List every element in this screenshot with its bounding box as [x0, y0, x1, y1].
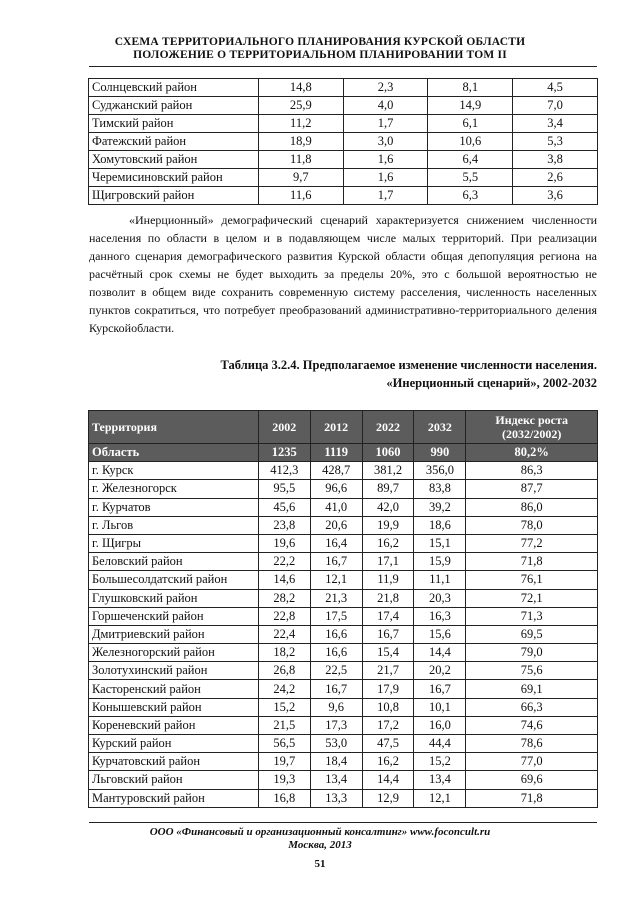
value-2022-cell: 19,9	[362, 516, 414, 534]
table-row	[89, 115, 598, 133]
territory-cell: Хомутовский район	[89, 151, 259, 169]
value-2032-cell: 39,2	[414, 498, 466, 516]
territory-cell: Курский район	[89, 735, 259, 753]
territory-cell: Горшеченский район	[89, 607, 259, 625]
value-2032-cell: 16,7	[414, 680, 466, 698]
territory-cell: г. Льгов	[89, 516, 259, 534]
value-2032-cell: 12,1	[414, 789, 466, 807]
total-label: Область	[89, 444, 259, 462]
page-number: 51	[314, 858, 326, 870]
header-subtitle: ПОЛОЖЕНИЕ О ТЕРРИТОРИАЛЬНОМ ПЛАНИРОВАНИИ ТОМ II	[133, 49, 507, 61]
value-2022-cell: 16,2	[362, 753, 414, 771]
territory-cell: Конышевский район	[89, 698, 259, 716]
table-row	[89, 133, 598, 151]
value-2002-cell: 28,2	[258, 589, 310, 607]
value-2002-cell: 19,7	[258, 753, 310, 771]
value-2002-cell: 19,3	[258, 771, 310, 789]
territory-cell: Льговский район	[89, 771, 259, 789]
growth-index-cell: 77,2	[466, 534, 598, 552]
value-2012-cell: 428,7	[310, 462, 362, 480]
value-cell: 4,0	[343, 97, 428, 115]
population-table-body	[89, 444, 598, 808]
territory-cell: Фатежский район	[89, 133, 259, 151]
value-2002-cell: 15,2	[258, 698, 310, 716]
value-cell: 5,5	[428, 169, 513, 187]
territory-cell: Железногорский район	[89, 644, 259, 662]
value-2002-cell: 26,8	[258, 662, 310, 680]
growth-index-cell: 72,1	[466, 589, 598, 607]
value-2022-cell: 10,8	[362, 698, 414, 716]
value-2032-cell: 15,9	[414, 553, 466, 571]
table-row	[89, 498, 598, 516]
value-2002-cell: 21,5	[258, 716, 310, 734]
continued-table	[88, 78, 598, 205]
growth-index-cell: 71,3	[466, 607, 598, 625]
footer-company: ООО «Финансовый и организационный консалтинг» www.foconcult.ru	[149, 826, 491, 838]
table-row	[89, 480, 598, 498]
territory-cell: г. Курск	[89, 462, 259, 480]
table-row	[89, 589, 598, 607]
value-2032-cell: 13,4	[414, 771, 466, 789]
territory-cell: Курчатовский район	[89, 753, 259, 771]
value-2022-cell: 14,4	[362, 771, 414, 789]
header-year-2032: 2032	[414, 411, 466, 444]
value-cell: 6,3	[428, 187, 513, 205]
value-cell: 11,8	[258, 151, 343, 169]
value-2002-cell: 18,2	[258, 644, 310, 662]
territory-cell: Касторенский район	[89, 680, 259, 698]
value-2022-cell: 17,4	[362, 607, 414, 625]
growth-index-cell: 69,5	[466, 625, 598, 643]
value-cell: 1,6	[343, 169, 428, 187]
table-row	[89, 644, 598, 662]
table-row	[89, 607, 598, 625]
territory-cell: г. Курчатов	[89, 498, 259, 516]
value-2022-cell: 47,5	[362, 735, 414, 753]
header-year-2022: 2022	[362, 411, 414, 444]
territory-cell: Кореневский район	[89, 716, 259, 734]
value-cell: 6,4	[428, 151, 513, 169]
territory-cell: Щигровский район	[89, 187, 259, 205]
value-cell: 3,0	[343, 133, 428, 151]
value-2012-cell: 13,3	[310, 789, 362, 807]
value-2012-cell: 16,4	[310, 534, 362, 552]
value-2022-cell: 21,7	[362, 662, 414, 680]
value-2022-cell: 42,0	[362, 498, 414, 516]
value-cell: 3,8	[513, 151, 598, 169]
territory-cell: Золотухинский район	[89, 662, 259, 680]
value-2022-cell: 381,2	[362, 462, 414, 480]
growth-index-cell: 86,3	[466, 462, 598, 480]
growth-index-cell: 71,8	[466, 553, 598, 571]
value-2002-cell: 22,2	[258, 553, 310, 571]
table-row	[89, 625, 598, 643]
table-row	[89, 662, 598, 680]
value-cell: 4,5	[513, 79, 598, 97]
value-cell: 6,1	[428, 115, 513, 133]
table-row	[89, 789, 598, 807]
table-row	[89, 516, 598, 534]
value-2022-cell: 16,2	[362, 534, 414, 552]
table-row	[89, 97, 598, 115]
table-row	[89, 753, 598, 771]
page-header	[0, 36, 640, 62]
value-2032-cell: 14,4	[414, 644, 466, 662]
value-2002-cell: 19,6	[258, 534, 310, 552]
value-2002-cell: 22,8	[258, 607, 310, 625]
value-2012-cell: 53,0	[310, 735, 362, 753]
value-2002-cell: 95,5	[258, 480, 310, 498]
growth-index-cell: 75,6	[466, 662, 598, 680]
table-row	[89, 716, 598, 734]
territory-cell: г. Железногорск	[89, 480, 259, 498]
value-cell: 14,8	[258, 79, 343, 97]
value-cell: 18,9	[258, 133, 343, 151]
value-cell: 11,2	[258, 115, 343, 133]
value-cell: 10,6	[428, 133, 513, 151]
value-cell: 3,4	[513, 115, 598, 133]
value-cell: 1,7	[343, 115, 428, 133]
value-2012-cell: 41,0	[310, 498, 362, 516]
growth-index-cell: 66,3	[466, 698, 598, 716]
value-2012-cell: 21,3	[310, 589, 362, 607]
growth-index-cell: 71,8	[466, 789, 598, 807]
value-2032-cell: 16,0	[414, 716, 466, 734]
value-2022-cell: 17,9	[362, 680, 414, 698]
growth-index-cell: 69,6	[466, 771, 598, 789]
table-row	[89, 735, 598, 753]
table-row	[89, 680, 598, 698]
table-row	[89, 698, 598, 716]
total-2032: 990	[414, 444, 466, 462]
table-row	[89, 553, 598, 571]
value-2002-cell: 16,8	[258, 789, 310, 807]
header-territory: Территория	[89, 411, 259, 444]
value-cell: 8,1	[428, 79, 513, 97]
value-2012-cell: 17,5	[310, 607, 362, 625]
value-cell: 14,9	[428, 97, 513, 115]
value-cell: 7,0	[513, 97, 598, 115]
paragraph-text: «Инерционный» демографический сценарий характеризуется снижением численности населения по области в целом и в подавляющем числе малых территорий. При реализации данного сценария демографического развития Курской области общая депопуляция региона на расчётный срок схемы не будет выходить за пределы 20%, это с большой вероятностью не позволит в общем виде сохранить современную систему расселения, численность населенных пунктов сократиться, что потребует преобразований административно-территориального деления Курскойобласти.	[89, 213, 597, 335]
growth-index-cell: 86,0	[466, 498, 598, 516]
value-2022-cell: 17,1	[362, 553, 414, 571]
footer-city-year: Москва, 2013	[288, 839, 352, 851]
table-header-row	[89, 411, 598, 444]
value-2012-cell: 16,7	[310, 553, 362, 571]
value-2022-cell: 89,7	[362, 480, 414, 498]
footer-divider	[89, 822, 597, 823]
value-2022-cell: 17,2	[362, 716, 414, 734]
territory-cell: г. Щигры	[89, 534, 259, 552]
page-footer	[0, 826, 640, 852]
table-row	[89, 169, 598, 187]
value-2032-cell: 18,6	[414, 516, 466, 534]
value-2012-cell: 96,6	[310, 480, 362, 498]
table-caption	[221, 356, 597, 392]
value-cell: 1,6	[343, 151, 428, 169]
total-2022: 1060	[362, 444, 414, 462]
territory-cell: Мантуровский район	[89, 789, 259, 807]
table-caption-subtitle: «Инерционный сценарий», 2002-2032	[386, 376, 597, 390]
growth-index-cell: 78,0	[466, 516, 598, 534]
total-growth-index: 80,2%	[466, 444, 598, 462]
growth-index-cell: 74,6	[466, 716, 598, 734]
value-cell: 9,7	[258, 169, 343, 187]
value-2032-cell: 15,1	[414, 534, 466, 552]
value-2022-cell: 12,9	[362, 789, 414, 807]
value-cell: 5,3	[513, 133, 598, 151]
header-year-2002: 2002	[258, 411, 310, 444]
value-2002-cell: 14,6	[258, 571, 310, 589]
value-2012-cell: 13,4	[310, 771, 362, 789]
growth-index-cell: 69,1	[466, 680, 598, 698]
total-2002: 1235	[258, 444, 310, 462]
growth-index-cell: 87,7	[466, 480, 598, 498]
table-row	[89, 151, 598, 169]
value-2012-cell: 16,6	[310, 625, 362, 643]
value-2032-cell: 20,2	[414, 662, 466, 680]
value-2012-cell: 17,3	[310, 716, 362, 734]
value-2022-cell: 21,8	[362, 589, 414, 607]
table-row	[89, 79, 598, 97]
value-2022-cell: 15,4	[362, 644, 414, 662]
header-title: СХЕМА ТЕРРИТОРИАЛЬНОГО ПЛАНИРОВАНИЯ КУРСКОЙ ОБЛАСТИ	[114, 36, 526, 48]
value-2012-cell: 12,1	[310, 571, 362, 589]
territory-cell: Большесолдатский район	[89, 571, 259, 589]
value-2032-cell: 10,1	[414, 698, 466, 716]
table-row	[89, 534, 598, 552]
value-2032-cell: 20,3	[414, 589, 466, 607]
scenario-paragraph	[89, 211, 597, 337]
table-row	[89, 187, 598, 205]
value-2032-cell: 356,0	[414, 462, 466, 480]
territory-cell: Глушковский район	[89, 589, 259, 607]
header-year-2012: 2012	[310, 411, 362, 444]
value-2002-cell: 24,2	[258, 680, 310, 698]
value-2002-cell: 23,8	[258, 516, 310, 534]
value-2012-cell: 20,6	[310, 516, 362, 534]
growth-index-cell: 77,0	[466, 753, 598, 771]
territory-cell: Суджанский район	[89, 97, 259, 115]
growth-index-cell: 79,0	[466, 644, 598, 662]
growth-index-cell: 76,1	[466, 571, 598, 589]
table-row	[89, 462, 598, 480]
value-2022-cell: 16,7	[362, 625, 414, 643]
total-2012: 1119	[310, 444, 362, 462]
territory-cell: Тимский район	[89, 115, 259, 133]
value-2032-cell: 15,2	[414, 753, 466, 771]
value-2012-cell: 9,6	[310, 698, 362, 716]
header-growth-index: Индекс роста (2032/2002)	[466, 411, 598, 444]
continued-table-body	[89, 79, 598, 205]
value-2012-cell: 16,6	[310, 644, 362, 662]
population-table	[88, 410, 598, 808]
value-2012-cell: 22,5	[310, 662, 362, 680]
value-2002-cell: 45,6	[258, 498, 310, 516]
growth-index-cell: 78,6	[466, 735, 598, 753]
value-2002-cell: 56,5	[258, 735, 310, 753]
value-cell: 3,6	[513, 187, 598, 205]
value-2002-cell: 22,4	[258, 625, 310, 643]
value-2002-cell: 412,3	[258, 462, 310, 480]
value-cell: 2,3	[343, 79, 428, 97]
value-2012-cell: 18,4	[310, 753, 362, 771]
value-cell: 11,6	[258, 187, 343, 205]
territory-cell: Беловский район	[89, 553, 259, 571]
value-2032-cell: 16,3	[414, 607, 466, 625]
value-2032-cell: 44,4	[414, 735, 466, 753]
table-caption-title: Таблица 3.2.4. Предполагаемое изменение численности населения.	[220, 358, 597, 372]
value-2032-cell: 83,8	[414, 480, 466, 498]
value-cell: 1,7	[343, 187, 428, 205]
header-divider	[89, 66, 597, 67]
value-2032-cell: 11,1	[414, 571, 466, 589]
value-2022-cell: 11,9	[362, 571, 414, 589]
territory-cell: Черемисиновский район	[89, 169, 259, 187]
value-cell: 25,9	[258, 97, 343, 115]
territory-cell: Дмитриевский район	[89, 625, 259, 643]
total-row	[89, 444, 598, 462]
table-row	[89, 571, 598, 589]
table-row	[89, 771, 598, 789]
value-2032-cell: 15,6	[414, 625, 466, 643]
value-cell: 2,6	[513, 169, 598, 187]
value-2012-cell: 16,7	[310, 680, 362, 698]
territory-cell: Солнцевский район	[89, 79, 259, 97]
